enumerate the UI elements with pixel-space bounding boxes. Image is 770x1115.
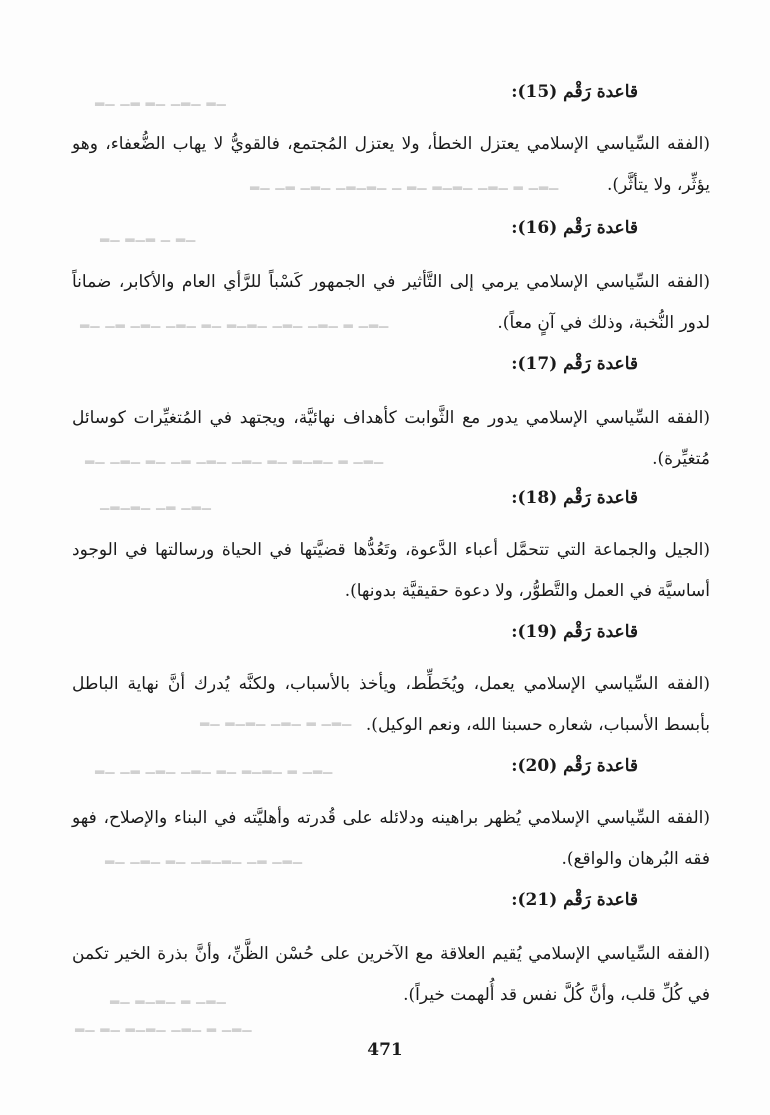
bleed-through-text: ▁▂▁ ▂ ▁▂▁ ▁▂▁▂ ▁▂ ▁ ▁▂▁▂▁ ▁▂▁ ▂▁ ▁▂ (250, 176, 560, 190)
rule-heading: قاعدة رَقْم (21): (511, 890, 638, 910)
rule-text: (الفقه السِّياسي الإسلامي يدور مع الثَّوابت كأهداف نهائيَّة، ويجتهد في المُتغيِّرات كوسائل مُتغيِّرة). (72, 408, 710, 469)
bleed-through-text: ▁▂▁ ▂ ▁▂▁▂ ▁▂ ▁▂▁ ▁▂▁ ▂▁ ▁▂ ▁▂▁ ▁▂ (85, 450, 385, 464)
bleed-through-text: ▁▂▁ ▂▁ ▁▂▁▂▁ ▁▂ ▁▂▁ ▁▂ (105, 850, 303, 864)
bleed-through-text: ▁▂▁ ▂ ▁▂▁ ▁▂▁ ▁▂▁▂ ▁▂ ▁▂▁ ▁▂▁ ▂▁ ▁▂ (80, 314, 390, 328)
rule-heading: قاعدة رَقْم (20): (511, 756, 638, 776)
rule-heading: قاعدة رَقْم (17): (511, 354, 638, 374)
rule-text: (الفقه السِّياسي الإسلامي يعمل، ويُخَطِّط، ويأخذ بالأسباب، ولكنَّه يُدرك أنَّ نهاية الباطل بأبسط الأسباب، شعاره حسبنا الله، ونعم الوكيل). (72, 674, 710, 735)
rule-text: (الجيل والجماعة التي تتحمَّل أعباء الدَّعوة، وتَعُدُّها قضيَّتها في الحياة ورسالتها في الوجود أساسيَّة في العمل والتَّطوُّر، ولا دعوة حقيقيَّة بدونها). (72, 540, 710, 601)
rule-heading: قاعدة رَقْم (19): (511, 622, 638, 642)
rule-heading: قاعدة رَقْم (15): (511, 82, 638, 102)
rule-heading: قاعدة رَقْم (18): (511, 488, 638, 508)
page-number: 471 (367, 1040, 403, 1060)
bleed-through-text: ▁▂▁ ▂ ▁▂▁ ▁▂▁▂ ▁▂ ▁▂ (75, 1018, 253, 1032)
bleed-through-text: ▁▂▁ ▂▁ ▁▂▁▂▁ (100, 496, 212, 510)
rule-heading: قاعدة رَقْم (16): (511, 218, 638, 238)
bleed-through-text: ▁▂ ▁▂▁ ▁▂ ▂▁ ▁▂ (95, 92, 227, 106)
rule-text: (الفقه السِّياسي الإسلامي يعتزل الخطأ، ولا يعتزل المُجتمع، فالقويُّ لا يهاب الضُّعفاء، وهو يؤثِّر، ولا يتأثَّر). (72, 134, 710, 195)
bleed-through-text: ▁▂▁ ▂ ▁▂▁ ▁▂▁▂ ▁▂ (200, 712, 353, 726)
rule-text: (الفقه السِّياسي الإسلامي يرمي إلى التَّأثير في الجمهور كَسْباً للرَّأي العام والأكابر، ضماناً لدور النُّخبة، وذلك في آنٍ معاً). (72, 272, 710, 333)
bleed-through-text: ▁▂▁ ▂ ▁▂▁▂ ▁▂ ▁▂▁ ▁▂▁ ▂▁ ▁▂ (95, 760, 334, 774)
bleed-through-text: ▁▂▁ ▂ ▁▂▁▂ ▁▂ (110, 990, 227, 1004)
bleed-through-text: ▁▂ ▁ ▂▁▂ ▁▂ (100, 228, 197, 242)
rule-text: (الفقه السِّياسي الإسلامي يُقيم العلاقة مع الآخرين على حُسْن الظَّنِّ، وأنَّ بذرة الخير تكمن في كُلِّ قلب، وأنَّ كُلَّ نفس قد أُلهمت خيراً). (72, 944, 710, 1005)
rule-text: (الفقه السِّياسي الإسلامي يُظهر براهينه ودلائله على قُدرته وأهليَّته في البناء والإصلاح، فهو فقه البُرهان والواقع). (72, 808, 710, 869)
